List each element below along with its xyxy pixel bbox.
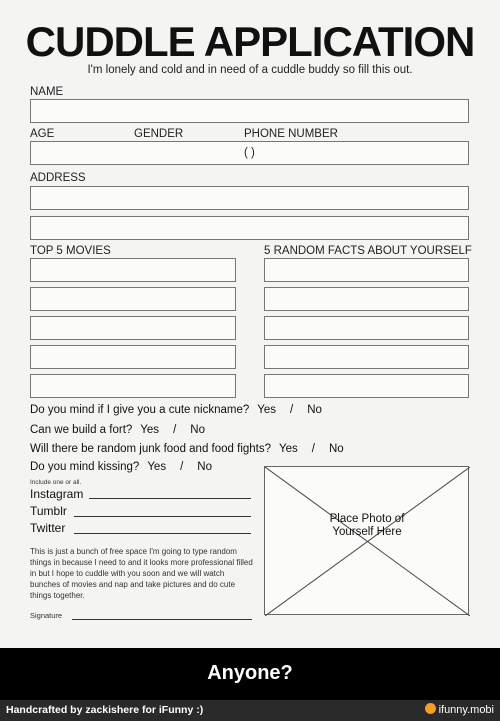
twitter-line[interactable] — [74, 533, 251, 534]
name-label: NAME — [30, 86, 64, 98]
movie-field-3[interactable] — [30, 316, 236, 340]
footer-bar — [0, 700, 500, 721]
fort-yes-option[interactable]: Yes — [140, 424, 160, 436]
movie-field-2[interactable] — [30, 287, 236, 311]
form-title: CUDDLE APPLICATION — [25, 18, 475, 65]
movies-label: TOP 5 MOVIES — [30, 245, 111, 257]
fact-field-2[interactable] — [264, 287, 469, 311]
name-field[interactable] — [30, 99, 469, 123]
question-kissing: Do you mind kissing? Yes / No — [30, 461, 212, 473]
movie-field-1[interactable] — [30, 258, 236, 282]
caption-bar — [0, 648, 500, 700]
question-fort: Can we build a fort? Yes / No — [30, 424, 205, 436]
footer-brand[interactable]: ifunny.mobi — [425, 703, 494, 716]
instagram-line[interactable] — [89, 498, 251, 499]
signature-line[interactable] — [72, 619, 252, 620]
kissing-no-option[interactable]: No — [197, 461, 212, 473]
address-label: ADDRESS — [30, 172, 86, 184]
question-nickname: Do you mind if I give you a cute nickname? Yes / No — [30, 404, 322, 416]
photo-placeholder-text: Place Photo of Yourself Here — [329, 513, 405, 538]
include-note: Include one or all. — [30, 479, 82, 486]
movie-field-5[interactable] — [30, 374, 236, 398]
nickname-no-option[interactable]: No — [307, 404, 322, 416]
form-subtitle: I'm lonely and cold and in need of a cuddle buddy so fill this out. — [87, 64, 413, 76]
ifunny-logo-icon — [425, 703, 436, 714]
tumblr-label: Tumblr — [30, 504, 67, 518]
photo-box[interactable] — [264, 466, 469, 615]
fact-field-1[interactable] — [264, 258, 469, 282]
movie-field-4[interactable] — [30, 345, 236, 369]
address-field-1[interactable] — [30, 186, 469, 210]
fact-field-3[interactable] — [264, 316, 469, 340]
junk-food-yes-option[interactable]: Yes — [279, 443, 298, 455]
footer-credit: Handcrafted by zackishere for iFunny :) — [6, 704, 204, 716]
phone-label: PHONE NUMBER — [244, 128, 338, 140]
nickname-yes-option[interactable]: Yes — [257, 404, 277, 416]
address-field-2[interactable] — [30, 216, 469, 240]
junk-food-no-option[interactable]: No — [328, 443, 344, 455]
facts-label: 5 RANDOM FACTS ABOUT YOURSELF — [264, 245, 472, 257]
photo-cross-icon — [265, 467, 470, 616]
gender-label: GENDER — [134, 128, 184, 140]
instagram-label: Instagram — [30, 487, 84, 501]
phone-parentheses: ( ) — [244, 147, 255, 159]
fact-field-4[interactable] — [264, 345, 469, 369]
age-label: AGE — [30, 128, 55, 140]
kissing-yes-option[interactable]: Yes — [147, 461, 167, 473]
fact-field-5[interactable] — [264, 374, 469, 398]
free-space-text: This is just a bunch of free space I'm going to type random things in because I need to and it looks more professional filled in but I hope to cuddle with you soon and we will watch bunches of movies and nap and take pictures and do cute things together. — [30, 547, 253, 600]
tumblr-line[interactable] — [74, 516, 251, 517]
caption-text: Anyone? — [207, 662, 293, 684]
signature-label: Signature — [30, 611, 63, 620]
fort-no-option[interactable]: No — [190, 424, 205, 436]
question-junk-food: Will there be random junk food and food fights? Yes / No — [30, 443, 344, 455]
twitter-label: Twitter — [30, 521, 66, 535]
